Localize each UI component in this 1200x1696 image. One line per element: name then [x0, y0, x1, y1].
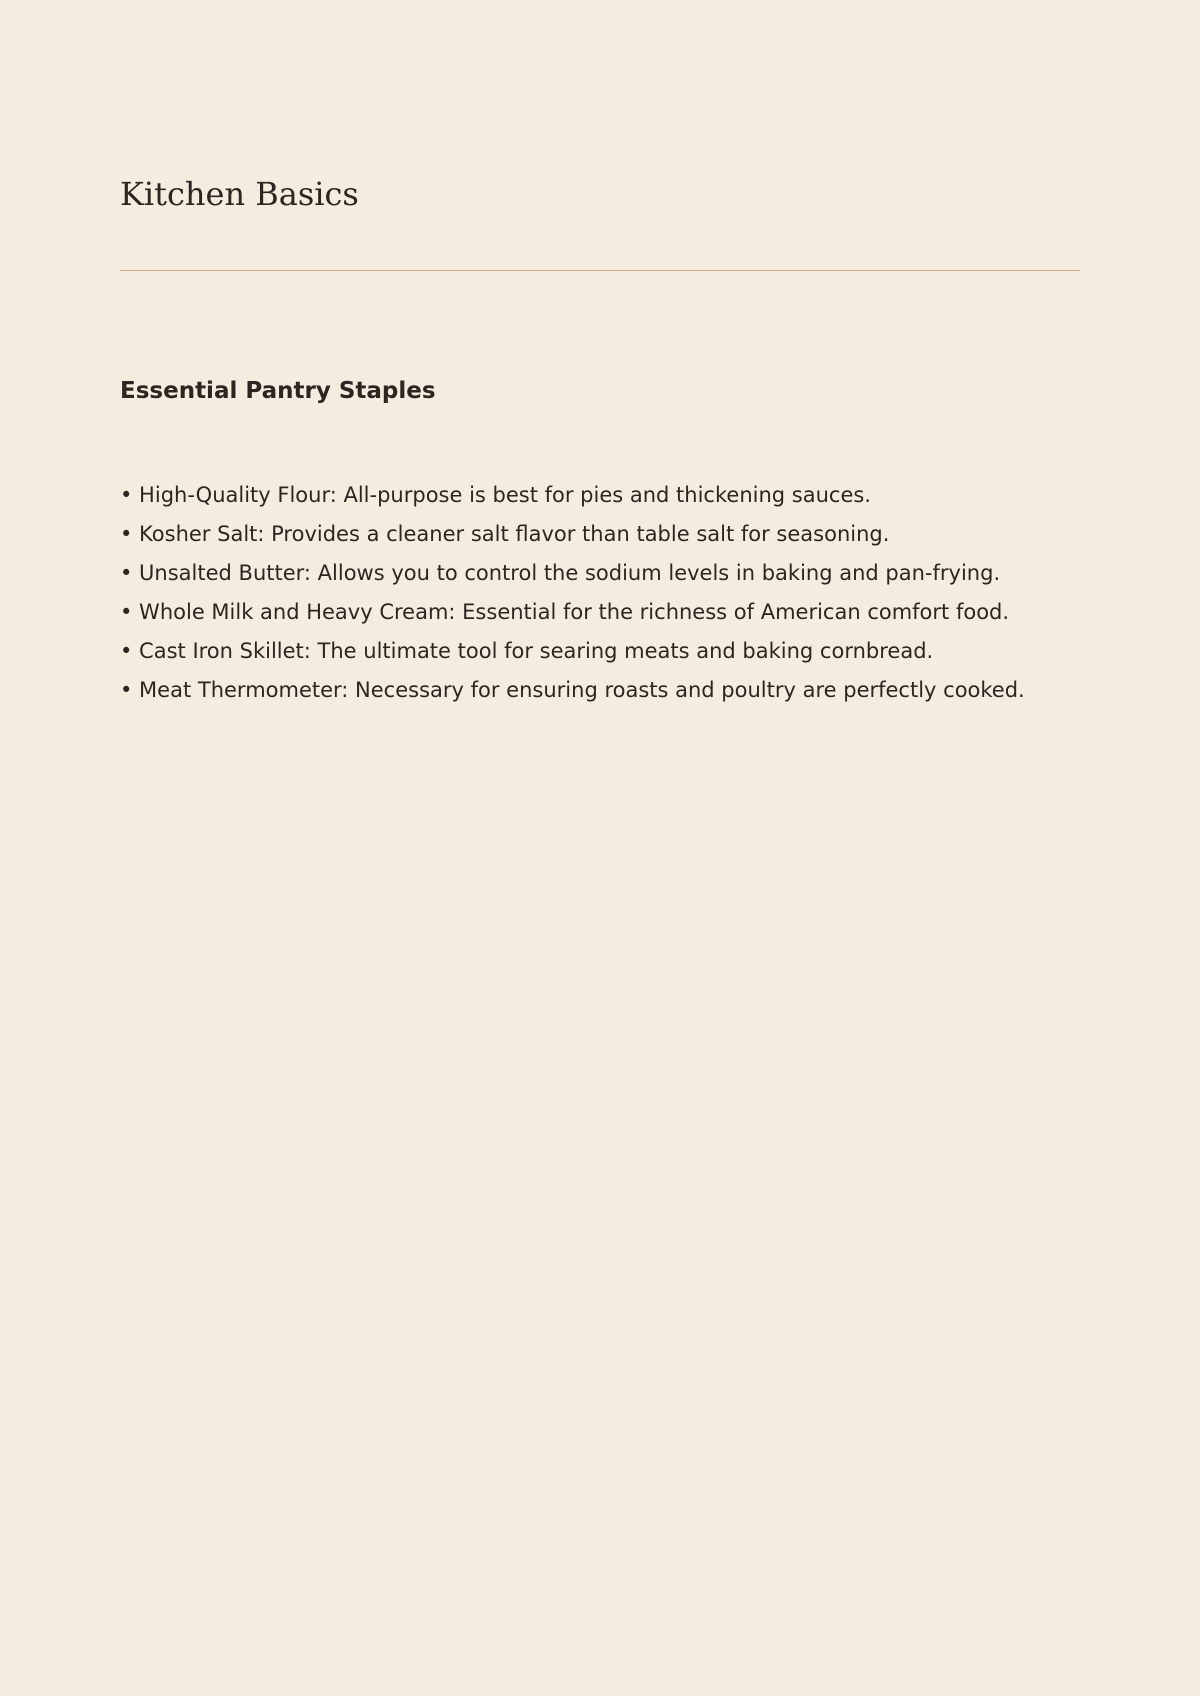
pantry-staples-list: [120, 476, 1025, 710]
section-heading: Essential Pantry Staples: [120, 378, 436, 404]
list-item: • Unsalted Butter: Allows you to control the sodium levels in baking and pan-frying.: [120, 561, 1001, 585]
list-item: • High-Quality Flour: All-purpose is best for pies and thickening sauces.: [120, 483, 871, 507]
title-divider: [120, 270, 1080, 271]
list-item: • Whole Milk and Heavy Cream: Essential for the richness of American comfort food.: [120, 600, 1010, 624]
list-item: • Kosher Salt: Provides a cleaner salt flavor than table salt for seasoning.: [120, 522, 890, 546]
list-item: • Meat Thermometer: Necessary for ensuring roasts and poultry are perfectly cooked.: [120, 678, 1025, 702]
page-title: Kitchen Basics: [120, 175, 359, 213]
list-item: • Cast Iron Skillet: The ultimate tool for searing meats and baking cornbread.: [120, 639, 934, 663]
